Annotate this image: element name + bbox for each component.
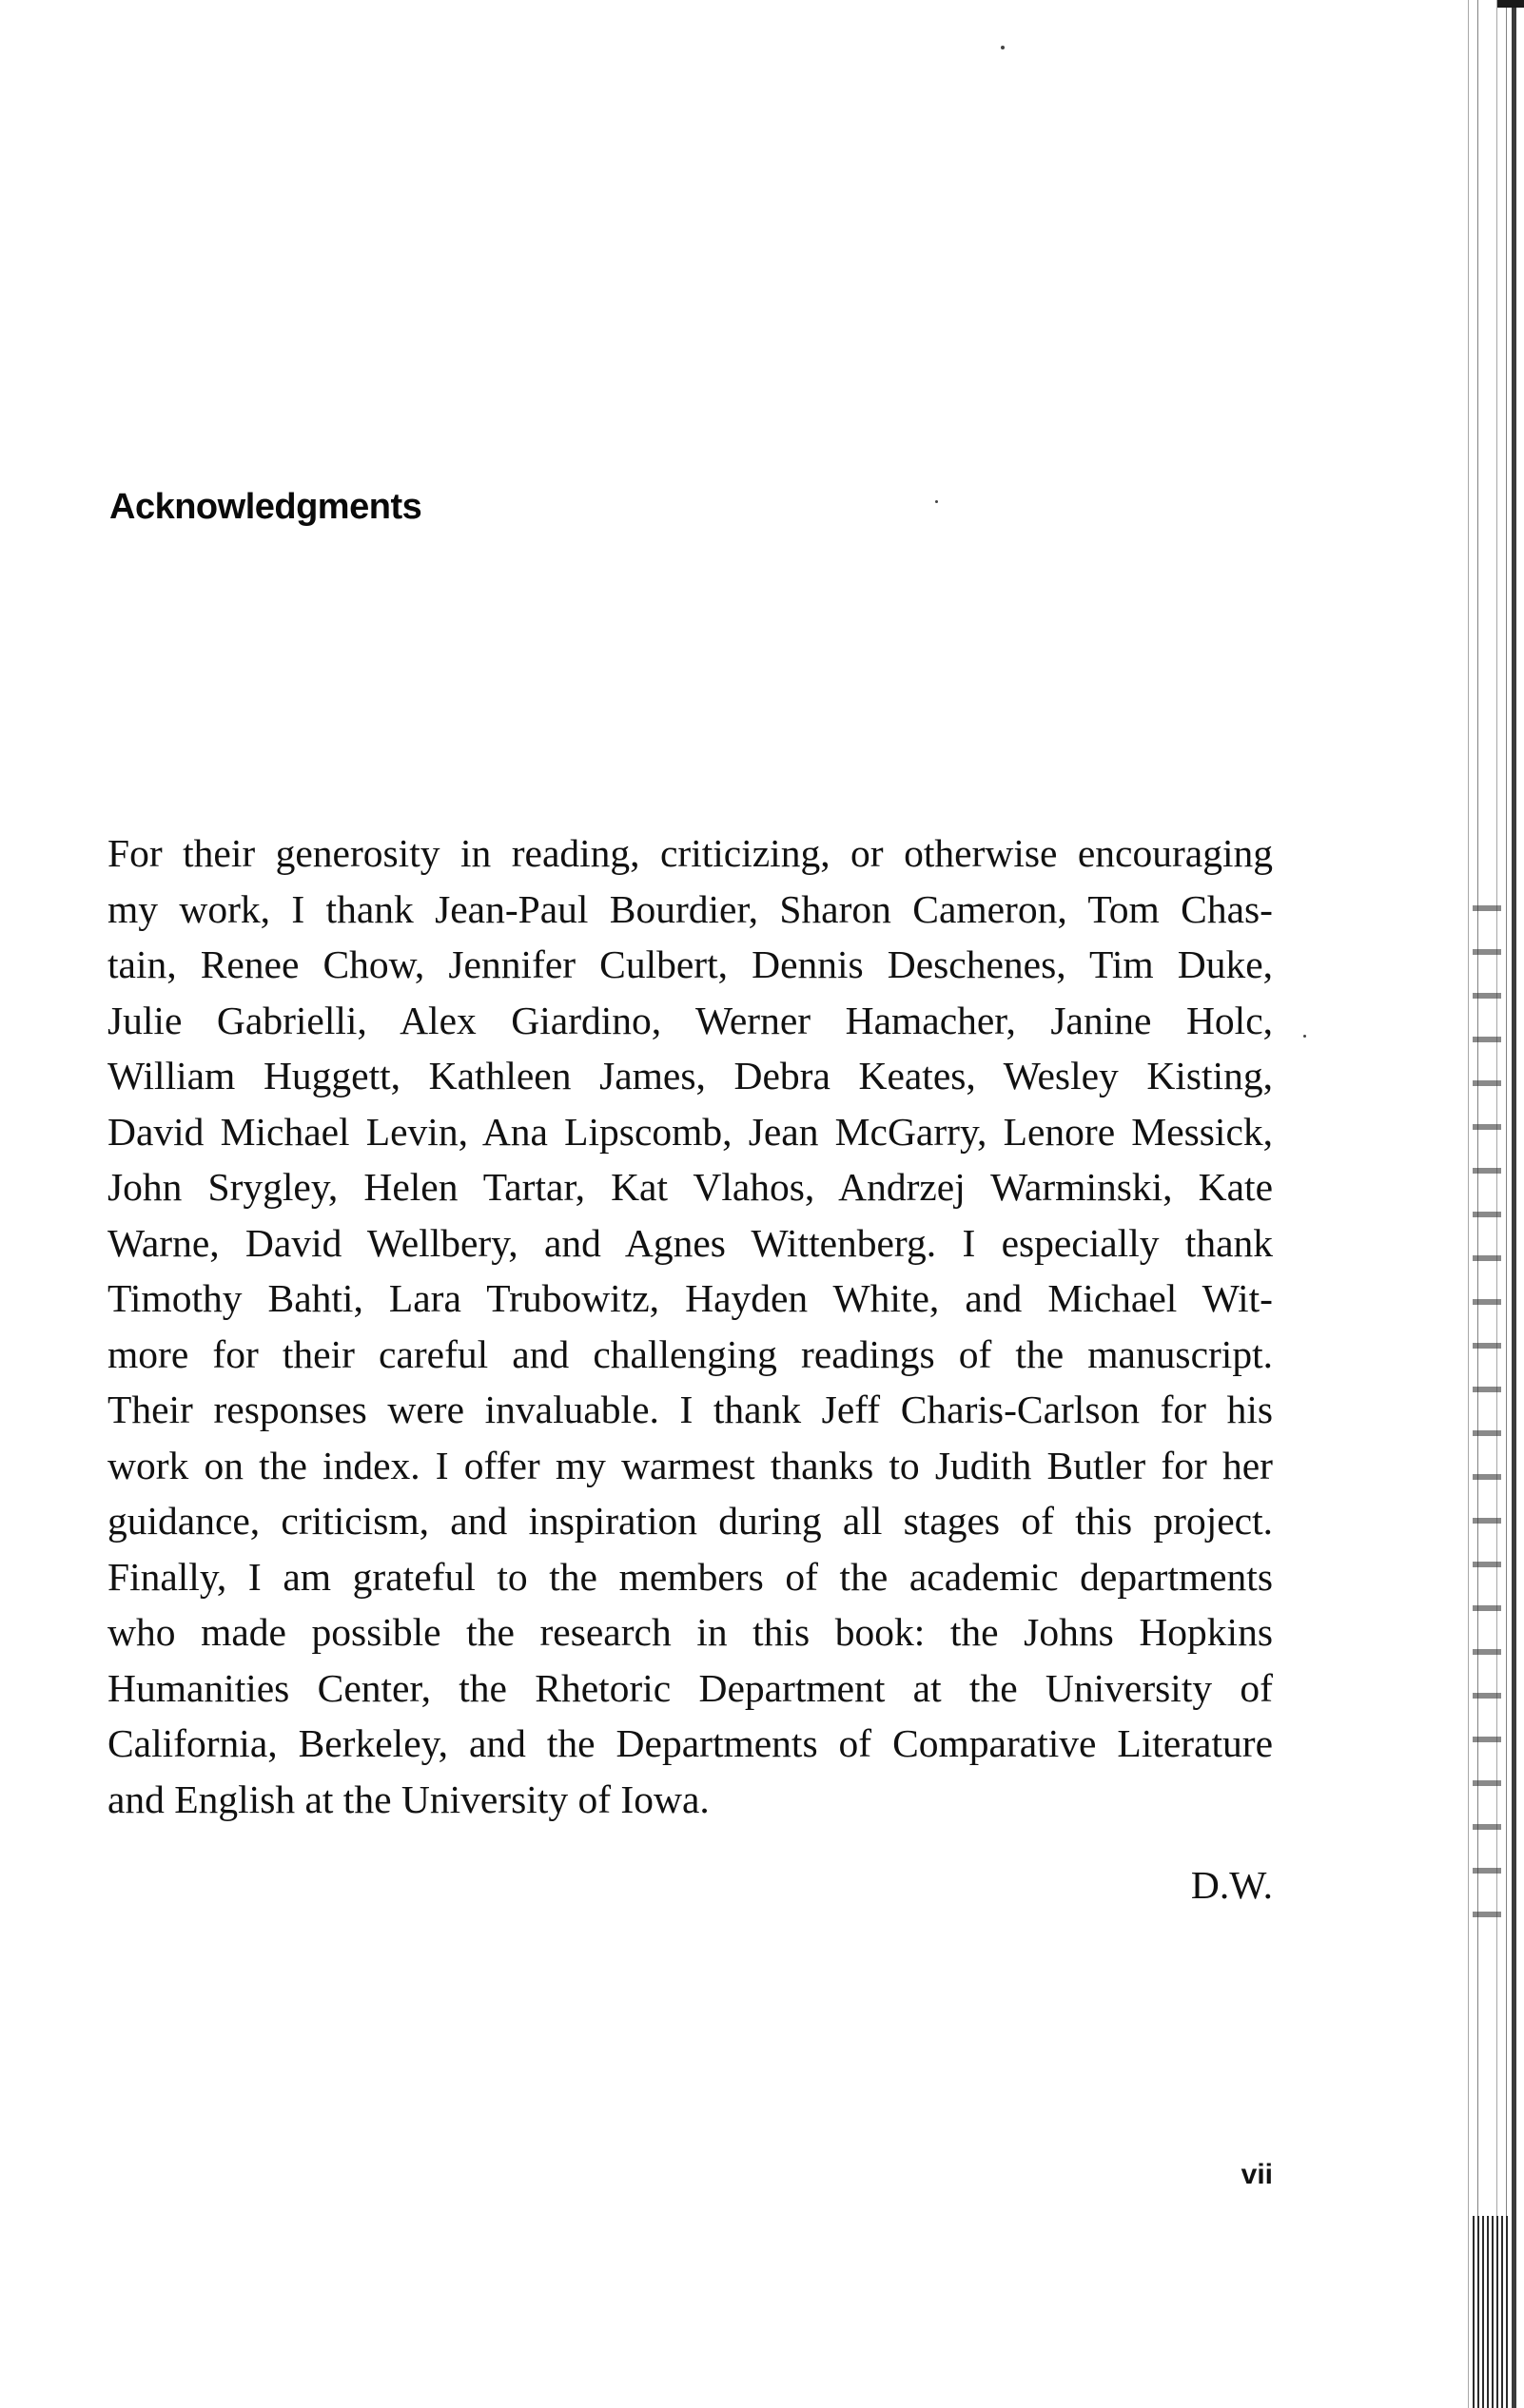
- paragraph-line: Julie Gabrielli, Alex Giardino, Werner Hamacher, Janine Holc,: [107, 998, 1273, 1042]
- paragraph-line: Humanities Center, the Rhetoric Department at the University of: [107, 1665, 1273, 1710]
- paragraph-line: For their generosity in reading, criticizing, or otherwise encouraging: [107, 831, 1273, 875]
- page-heading: Acknowledgments: [109, 487, 422, 527]
- scan-speck: [1001, 46, 1005, 49]
- paragraph-line: John Srygley, Helen Tartar, Kat Vlahos, Andrzej Warminski, Kate: [107, 1165, 1273, 1209]
- paragraph-line: California, Berkeley, and the Departments of Comparative Literature: [107, 1721, 1273, 1765]
- scanned-binding-top: [1497, 0, 1524, 8]
- paragraph-line: and English at the University of Iowa.: [107, 1777, 710, 1821]
- paragraph-line: work on the index. I offer my warmest thanks to Judith Butler for her: [107, 1443, 1273, 1487]
- paragraph-line: William Huggett, Kathleen James, Debra Keates, Wesley Kisting,: [107, 1054, 1273, 1097]
- paragraph-line: Timothy Bahti, Lara Trubowitz, Hayden White, and Michael Wit-: [107, 1276, 1273, 1320]
- paragraph-line: my work, I thank Jean-Paul Bourdier, Sharon Cameron, Tom Chas-: [107, 886, 1273, 931]
- scan-speck: [935, 500, 938, 503]
- signature-initials: D.W.: [1190, 1863, 1273, 1907]
- paragraph-line: tain, Renee Chow, Jennifer Culbert, Dennis Deschenes, Tim Duke,: [107, 942, 1273, 986]
- acknowledgments-paragraph: [107, 825, 1273, 1827]
- scanned-binding-marks: [1473, 884, 1501, 1931]
- paragraph-line: who made possible the research in this book: the Johns Hopkins: [107, 1610, 1273, 1654]
- page-number: vii: [1241, 2159, 1273, 2190]
- paragraph-line: David Michael Levin, Ana Lipscomb, Jean McGarry, Lenore Messick,: [107, 1109, 1273, 1154]
- scan-speck: [1303, 1035, 1306, 1038]
- paragraph-line: Their responses were invaluable. I thank Jeff Charis-Carlson for his: [107, 1388, 1273, 1431]
- scanned-binding-bottom: [1470, 2216, 1508, 2408]
- paragraph-line: more for their careful and challenging readings of the manuscript.: [107, 1331, 1273, 1376]
- paragraph-line: Warne, David Wellbery, and Agnes Wittenberg. I especially thank: [107, 1220, 1273, 1265]
- paragraph-line: guidance, criticism, and inspiration during all stages of this project.: [107, 1499, 1273, 1543]
- paragraph-line: Finally, I am grateful to the members of the academic departments: [107, 1554, 1273, 1599]
